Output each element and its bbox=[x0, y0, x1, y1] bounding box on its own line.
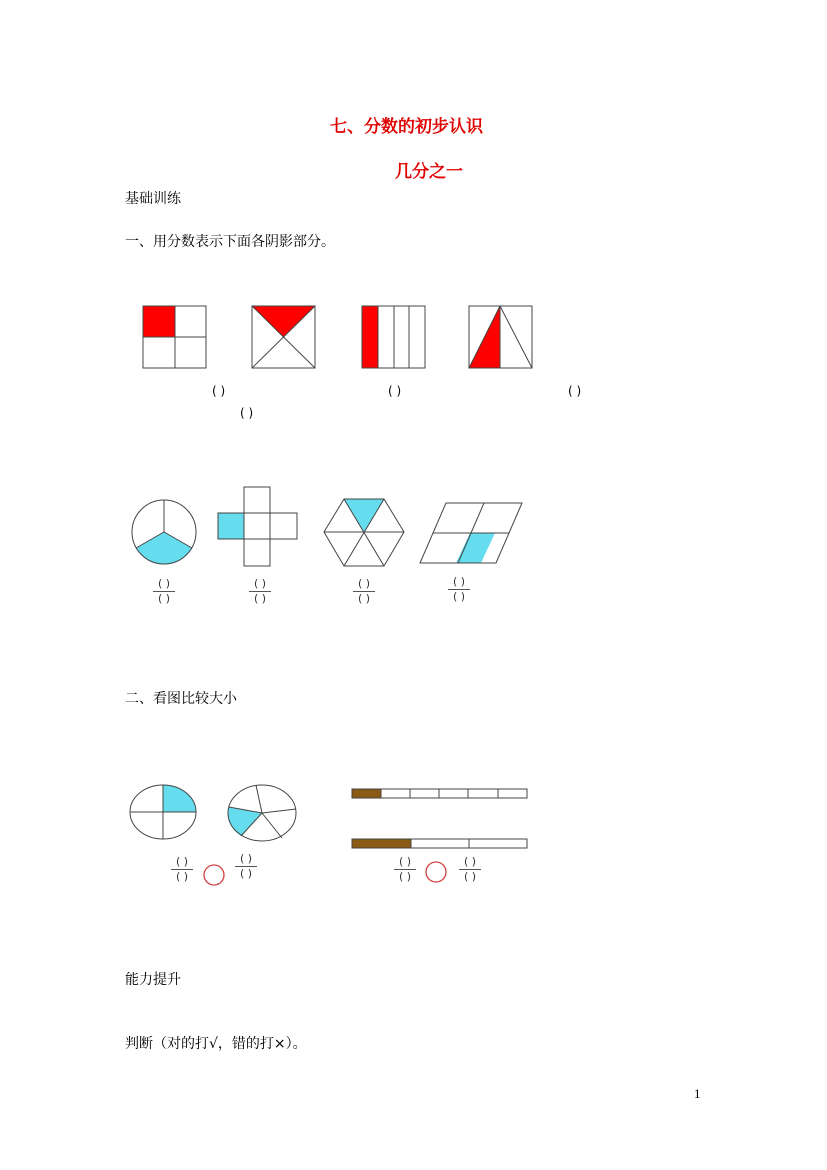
numerator: ( ) bbox=[357, 577, 371, 590]
numerator: ( ) bbox=[253, 577, 267, 590]
cross-net-figure bbox=[217, 486, 299, 568]
ellipse-quarter-figure bbox=[128, 784, 198, 840]
compare-fraction-1a[interactable] bbox=[167, 856, 197, 883]
answer-blank-4[interactable]: ( ) bbox=[568, 384, 582, 398]
numerator: ( ) bbox=[463, 855, 477, 868]
denominator: ( ) bbox=[175, 870, 189, 883]
compare-fraction-1b[interactable] bbox=[231, 853, 261, 880]
compare-fraction-2b[interactable] bbox=[455, 856, 485, 883]
judge-instruction: 判断（对的打√，错的打×）。 bbox=[125, 1036, 307, 1052]
compare-fraction-2a[interactable] bbox=[390, 856, 420, 883]
answer-blank-1[interactable]: ( ) bbox=[212, 384, 226, 398]
denominator: ( ) bbox=[463, 870, 477, 883]
square-quarter-figure bbox=[142, 305, 208, 369]
bar-sixths-figure bbox=[351, 788, 529, 800]
page-title: 七、分数的初步认识 bbox=[330, 117, 483, 137]
numerator: ( ) bbox=[175, 855, 189, 868]
bar-thirds-figure bbox=[351, 838, 529, 850]
square-diagonal-figure bbox=[468, 305, 534, 369]
answer-blank-3[interactable]: ( ) bbox=[388, 384, 402, 398]
page-subtitle: 几分之一 bbox=[395, 162, 463, 182]
ellipse-fifth-figure bbox=[226, 784, 298, 842]
parallelogram-figure bbox=[418, 502, 524, 564]
numerator: ( ) bbox=[452, 575, 466, 588]
denominator: ( ) bbox=[357, 592, 371, 605]
section-ability-improvement: 能力提升 bbox=[125, 972, 181, 988]
fraction-blank-3[interactable] bbox=[349, 578, 379, 605]
section-basic-training: 基础训练 bbox=[125, 191, 181, 207]
square-triangle-figure bbox=[251, 305, 317, 369]
fraction-blank-1[interactable] bbox=[149, 578, 179, 605]
question-1: 一、用分数表示下面各阴影部分。 bbox=[125, 234, 335, 250]
numerator: ( ) bbox=[157, 577, 171, 590]
fraction-blank-2[interactable] bbox=[245, 578, 275, 605]
numerator: ( ) bbox=[398, 855, 412, 868]
denominator: ( ) bbox=[239, 867, 253, 880]
compare-circle-1[interactable] bbox=[202, 863, 226, 887]
denominator: ( ) bbox=[452, 590, 466, 603]
denominator: ( ) bbox=[398, 870, 412, 883]
question-2: 二、看图比较大小 bbox=[125, 691, 237, 707]
compare-circle-2[interactable] bbox=[424, 860, 448, 884]
denominator: ( ) bbox=[253, 592, 267, 605]
square-strips-figure bbox=[361, 305, 427, 369]
answer-blank-2[interactable]: ( ) bbox=[240, 406, 254, 420]
hexagon-figure bbox=[323, 498, 405, 568]
denominator: ( ) bbox=[157, 592, 171, 605]
numerator: ( ) bbox=[239, 852, 253, 865]
page-number: 1 bbox=[694, 1086, 701, 1101]
fraction-blank-4[interactable] bbox=[444, 576, 474, 603]
circle-third-figure bbox=[130, 498, 198, 566]
